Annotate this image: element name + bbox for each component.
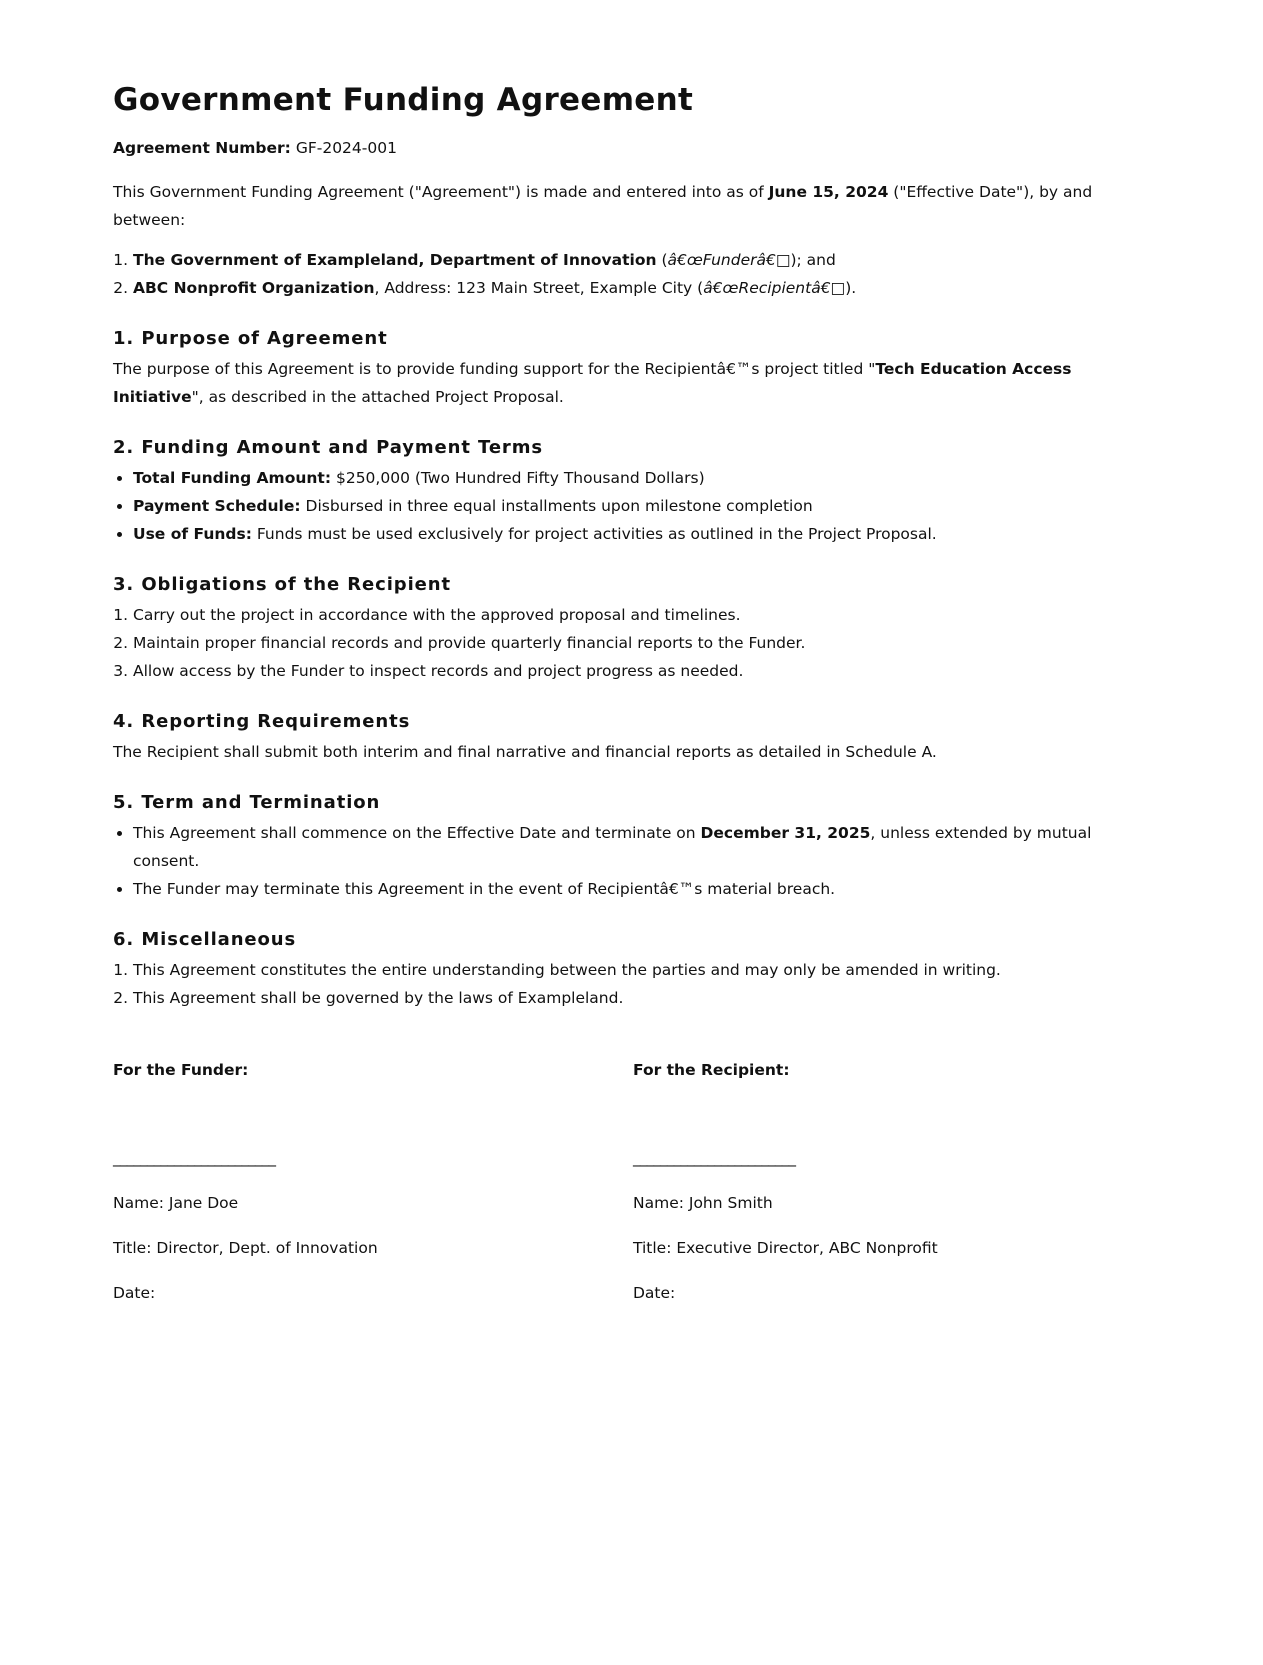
- intro-text-before: This Government Funding Agreement ("Agreement") is made and entered into as of: [113, 183, 769, 201]
- signature-heading: For the Funder:: [113, 1061, 249, 1079]
- section-heading: 6. Miscellaneous: [113, 929, 297, 950]
- signer-name: Name: Jane Doe: [113, 1194, 239, 1212]
- list-item: 2. Maintain proper financial records and provide quarterly financial reports to the Funder.: [133, 629, 1153, 657]
- list-item: [133, 819, 1153, 875]
- section-purpose: [113, 328, 1153, 411]
- effective-date: June 15, 2024: [768, 183, 889, 201]
- purpose-text-after: ", as described in the attached Project Proposal.: [191, 388, 564, 406]
- document-page: [113, 82, 1153, 1299]
- signature-heading: For the Recipient:: [633, 1061, 790, 1079]
- party-text: (: [656, 251, 668, 269]
- termination-date: December 31, 2025: [700, 824, 871, 842]
- section-heading: 1. Purpose of Agreement: [113, 328, 388, 349]
- section-funding: [113, 437, 1153, 548]
- signature-date: Date:: [633, 1284, 676, 1299]
- party-item: [133, 274, 1153, 302]
- signer-name: Name: John Smith: [633, 1194, 773, 1212]
- purpose-text-before: The purpose of this Agreement is to provide funding support for the Recipientâ€™s project titled ": [113, 360, 876, 378]
- term-value: Disbursed in three equal installments upon milestone completion: [300, 497, 813, 515]
- section-heading: 3. Obligations of the Recipient: [113, 574, 451, 595]
- signer-title: Title: Executive Director, ABC Nonprofit: [633, 1239, 938, 1257]
- list-item: 2. This Agreement shall be governed by the laws of Exampleland.: [133, 984, 1153, 1012]
- term-text-before: This Agreement shall commence on the Effective Date and terminate on: [133, 824, 701, 842]
- project-title: Tech Education Access Initiative: [113, 360, 1072, 406]
- party-item: [133, 246, 1153, 274]
- term-label: Total Funding Amount:: [133, 469, 332, 487]
- section-heading: 2. Funding Amount and Payment Terms: [113, 437, 543, 458]
- list-item: 1. Carry out the project in accordance with the approved proposal and timelines.: [133, 601, 1153, 629]
- term-text-after: , unless extended by mutual consent.: [133, 824, 1092, 870]
- section-misc: [113, 929, 1153, 1012]
- recipient-signature: [633, 1056, 1153, 1299]
- intro-text-after: ("Effective Date"), by and between:: [113, 183, 1093, 229]
- intro-paragraph: [113, 178, 1153, 234]
- party-name: ABC Nonprofit Organization: [133, 279, 375, 297]
- section-obligations: [113, 574, 1153, 685]
- section-paragraph: [113, 355, 1153, 411]
- section-reporting: [113, 711, 1153, 766]
- signature-date-wrap: [113, 1279, 633, 1299]
- section-term: [113, 792, 1153, 903]
- party-text-end: ); and: [790, 251, 836, 269]
- signature-date: Date:: [113, 1284, 156, 1299]
- party-text: , Address: 123 Main Street, Example City (: [374, 279, 704, 297]
- misc-list: [113, 956, 1153, 1012]
- term-label: Use of Funds:: [133, 525, 252, 543]
- term-value: Funds must be used exclusively for project activities as outlined in the Project Proposal.: [251, 525, 937, 543]
- signature-line: ________________________: [113, 1149, 275, 1167]
- signature-line: ________________________: [633, 1149, 795, 1167]
- list-item: [133, 520, 1153, 548]
- party-text-end: ).: [845, 279, 857, 297]
- term-label: Payment Schedule:: [133, 497, 301, 515]
- term-value: $250,000 (Two Hundred Fifty Thousand Dollars): [331, 469, 705, 487]
- parties-list: [113, 246, 1153, 302]
- list-item: 1. This Agreement constitutes the entire understanding between the parties and may only be amended in writing.: [133, 956, 1153, 984]
- section-heading: 4. Reporting Requirements: [113, 711, 411, 732]
- party-name: The Government of Exampleland, Department of Innovation: [133, 251, 657, 269]
- party-role: â€œRecipientâ€□: [703, 279, 846, 297]
- document-title: Government Funding Agreement: [113, 82, 694, 118]
- list-item: [133, 464, 1153, 492]
- section-paragraph: The Recipient shall submit both interim and final narrative and financial reports as detailed in Schedule A.: [113, 743, 937, 761]
- agreement-number: [113, 134, 1153, 162]
- term-list: [113, 819, 1153, 903]
- signature-block: [113, 1056, 1153, 1299]
- agreement-number-label: Agreement Number:: [113, 139, 291, 157]
- signer-title: Title: Director, Dept. of Innovation: [113, 1239, 378, 1257]
- list-item: • The Funder may terminate this Agreement in the event of Recipientâ€™s material breach.: [133, 875, 1153, 903]
- funding-terms-list: [113, 464, 1153, 548]
- obligations-list: [113, 601, 1153, 685]
- signature-date-wrap: [633, 1279, 1153, 1299]
- funder-signature: [113, 1056, 633, 1299]
- agreement-number-value: GF-2024-001: [295, 139, 397, 157]
- party-role: â€œFunderâ€□: [667, 251, 791, 269]
- list-item: 3. Allow access by the Funder to inspect records and project progress as needed.: [133, 657, 1153, 685]
- section-heading: 5. Term and Termination: [113, 792, 381, 813]
- list-item: [133, 492, 1153, 520]
